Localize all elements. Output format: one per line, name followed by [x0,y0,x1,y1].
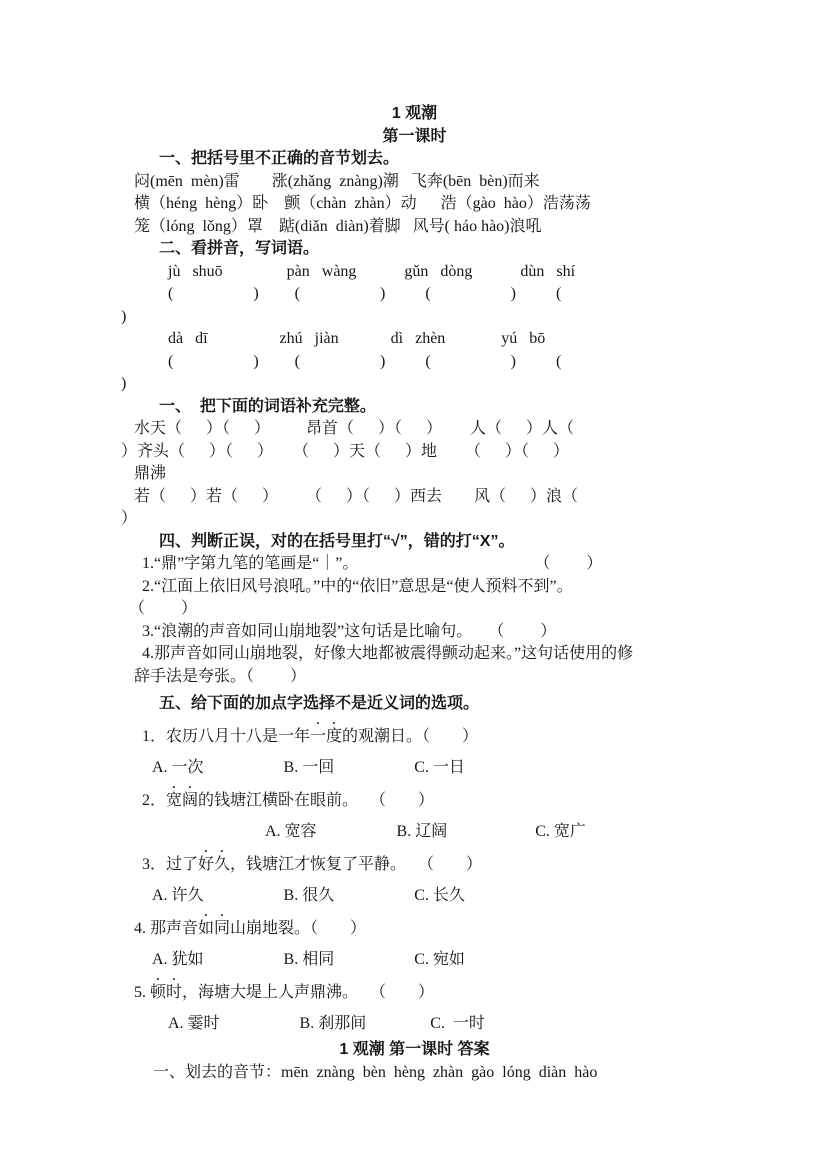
answers-title: 1 观潮 第一课时 答案 [339,1041,490,1058]
section4-header: 四、判断正误，对的在括号里打“√”，错的打“X”。 [159,532,515,550]
answer-bracket-row-1: ( ) ( ) ( ) ( [168,285,562,302]
dotted-word: 好久 [198,856,231,873]
options-line-2: A. 宽容 B. 辽阔 C. 宽广 [265,823,586,840]
question-text-after: ，钱塘江才恢复了平静。 （ ） [230,856,483,873]
section5-header: 五、给下面的加点字选择不是近义词的选项。 [159,695,480,712]
dotted-word: 一度 [310,728,343,745]
synonym-question-1 [121,719,736,752]
question-text-before: 5. [134,984,150,1001]
answers-line-1: 一、划去的音节：mēn znàng bèn hèng zhàn gào lóng diàn hào [153,1063,598,1081]
word-completion-line-4: 若（ ）若（ ） （ ）（ ）西去 风（ ）浪（ [134,487,579,505]
synonym-question-3 [121,847,736,880]
pinyin-choice-line-1: 闷(mēn mèn)雷 涨(zhǎng znàng)潮 飞奔(bēn bèn)而来 [134,172,540,190]
question-text-before: 4. 那声音 [134,920,199,937]
wrapped-bracket-1: ) [121,307,127,325]
synonym-question-2 [121,783,736,816]
question-text-before: 2． [142,792,167,809]
judge-question-1: 1.“鼎”字第九笔的笔画是“｜”。 （ ） [142,555,603,572]
question-text-before: 1．农历八月十八是一年 [142,728,311,745]
word-completion-line-2: ）齐头（ ）（ ） （ ）天（ ）地 （ ）（ ） [121,442,570,460]
options-line-5: A. 霎时 B. 刹那间 C. 一时 [168,1015,485,1032]
wrapped-bracket-2: ) [121,375,127,392]
pinyin-row-1: jù shuō pàn wàng gǔn dòng dùn shí [168,262,576,280]
judge-question-2-bracket: （ ） [129,600,198,617]
judge-question-3: 3.“浪潮的声音如同山崩地裂”这句话是比喻句。 （ ） [142,622,557,640]
pinyin-choice-line-3: 笼（lóng lǒng）罩 踮(diǎn diàn)着脚 风号( háo hào)浪吼 [134,217,542,235]
question-text-after: 的钱塘江横卧在眼前。 （ ） [198,792,435,809]
question-text-after: ，海塘大堤上人声鼎沸。 （ ） [182,984,435,1001]
pinyin-row-2: dà dī zhú jiàn dì zhèn yú bō [168,330,546,347]
synonym-question-4 [121,911,736,944]
pinyin-choice-line-2: 横（héng hèng）卧 颤（chàn zhàn）动 浩（gào hào）浩荡荡 [134,195,591,212]
dotted-word: 顿时 [150,984,183,1001]
word-completion-line-3: 鼎沸 [134,465,167,482]
question-text-after: 的观潮日。（ ） [342,728,479,745]
options-line-3: A. 许久 B. 很久 C. 长久 [152,887,465,904]
dotted-word: 宽阔 [166,792,199,809]
question-text-before: 3．过了 [142,856,199,873]
word-completion-line-1: 水天（ ）（ ） 昂首（ ）（ ） 人（ ）人（ [134,420,575,437]
judge-question-2: 2.“江面上依旧风号浪吼。”中的“依旧”意思是“使人预料不到”。 [142,577,573,595]
dotted-word: 如同 [198,920,231,937]
section3-header: 一、 把下面的词语补充完整。 [159,397,376,415]
section1-header: 一、把括号里不正确的音节划去。 [159,150,400,167]
doc-subtitle: 第一课时 [382,127,447,145]
word-completion-line-5: ） [121,510,138,527]
synonym-question-5 [121,975,736,1008]
doc-title: 1 观潮 [391,105,438,122]
answer-bracket-row-2: ( ) ( ) ( ) ( [168,352,562,370]
section2-header: 二、看拼音，写词语。 [159,240,320,257]
judge-question-4-continued: 辞手法是夸张。（ ） [134,667,307,685]
options-line-4: A. 犹如 B. 相同 C. 宛如 [152,951,465,968]
question-text-after: 山崩地裂。（ ） [230,920,367,937]
judge-question-4: 4.那声音如同山崩地裂，好像大地都被震得颤动起来。”这句话使用的修 [142,645,634,662]
options-line-1: A. 一次 B. 一回 C. 一日 [152,759,465,776]
